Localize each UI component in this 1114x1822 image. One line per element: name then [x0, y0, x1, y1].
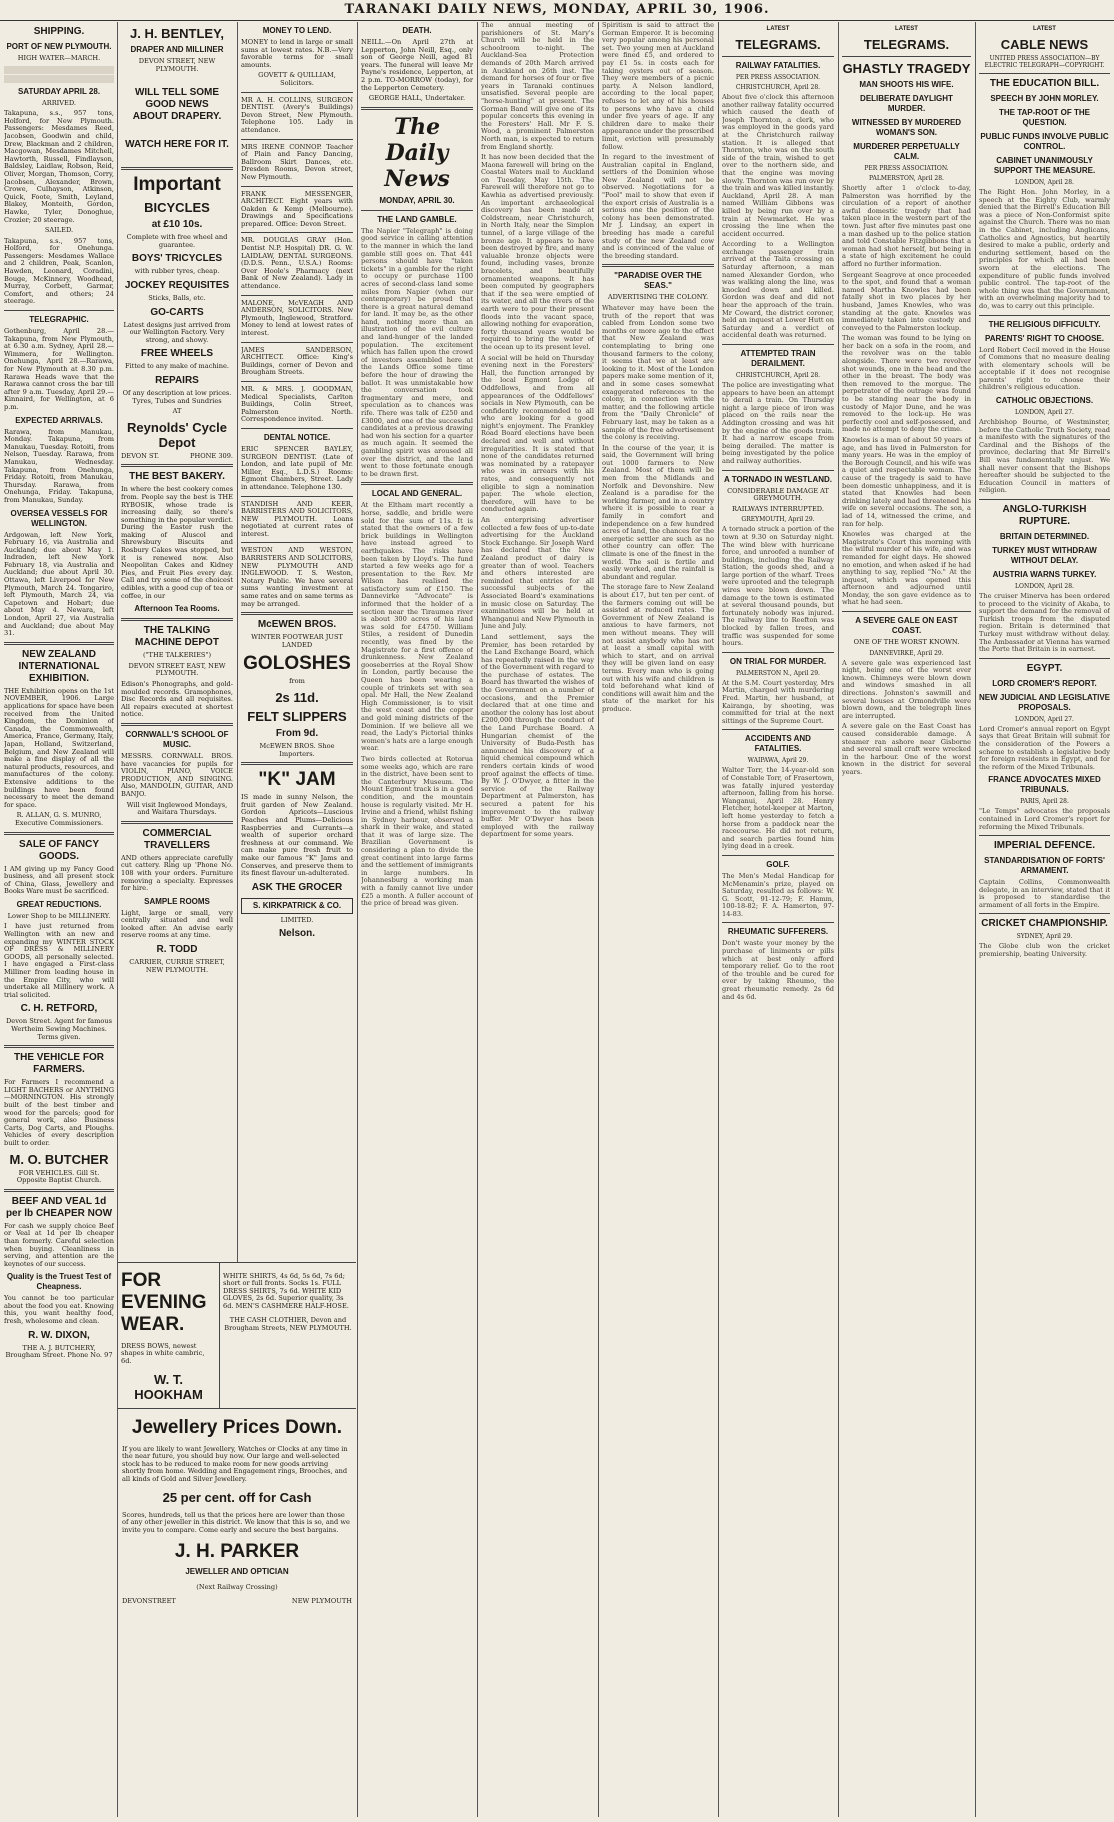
cricket-dateline: SYDNEY, April 29. — [1016, 933, 1073, 941]
column-rule — [838, 22, 839, 1817]
advertising-sub: ADVERTISING THE COLONY. — [607, 293, 709, 302]
arrived-text: Takapuna, s.s., 957 tons, Holford, for New Plymouth. Passengers: Mesdames Reed, Jacobsen, Goodwin and child, Drew, Blackman and 2 children, Macgowan, Mesdames Mitchell, Hawtorth, Russell, Findlayson, Baldsley, Laidlaw, Robson, Reid, Oliver, Morgan, Thomson, Corry, Jacobsen, Alexander, Brown, Crowe, Culhayson, Atkinson, Quick, Foote, Smith, Leyland, Blakey, Monteith, Gordon, Hawke, Tyler, Donoghue, Crozier; 20 steerage. — [4, 109, 114, 224]
religious-text: Lord Robert Cecil moved in the House of Commons that no measure dealing with elementary schools will be acceptable if it does not recognise parents' right to choose their children's religious education. — [979, 345, 1110, 392]
telegraphic-heading: TELEGRAPHIC. — [29, 315, 89, 325]
fatal-text-2: According to a Wellington exchange passenger train arrived at the Taita crossing on Saturday afternoon, a man named Alexander Gordon, who was walking along the line, was knocked down and killed. Gordon was deaf and did not hear the approach of the train. Mr Coward, the district coroner, held an inquest at Lower Hutt on Saturday and a verdict of accidental death was returned. — [722, 240, 834, 340]
retford-name: C. H. RETFORD, — [20, 1003, 98, 1015]
tragedy-text-5: Knowles was charged at the Magistrate's Court this morning with the wilful murder of his wife, and was remanded for eight days. He showed no emotion, and when asked if he had anything to say, replied "No." At the inquest, which was opened this afternoon and adjourned until Monday, the son gave evidence as to what he had seen. — [842, 530, 971, 607]
tragedy-dateline: PALMERSTON, April 28. — [869, 175, 944, 182]
evening-wear: FOR EVENING WEAR. — [121, 1270, 207, 1335]
catholic-dateline: LONDON, April 27. — [1015, 409, 1074, 417]
trial-text: At the S.M. Court yesterday, Mrs Martin, charged with murdering Fred. Martin, her husband, at Kairanga, by shooting, was committed for trial at the next sittings of the Supreme Court. — [722, 678, 834, 725]
fatal-dateline: CHRISTCHURCH, April 28. — [735, 84, 821, 91]
local-text-1: The annual meeting of parishioners of St. Mary's Church will be held in the schoolroom to-night. The Auckland-Sea Protection demands of 20th March arrived in Auckland on 26th inst. The demand for horses of four or five years in Taranaki continues unsatisfied. Several people are "horse-hunting" at present. The Gorman Band will give one of its popular concerts this evening in the Foresters' Hall. Mr F. S. Wood, a prominent Palmerston North man, is expected to return from England shortly. — [481, 22, 594, 151]
latest-label: LATEST — [766, 26, 790, 32]
tea-rooms: Afternoon Tea Rooms. — [134, 604, 220, 614]
column-rule — [718, 22, 719, 1817]
forts-armament: STANDARDISATION OF FORTS' ARMAMENT. — [984, 856, 1105, 876]
saturday-heading: SATURDAY APRIL 28. — [17, 86, 101, 96]
spiritism-text: Spiritism is said to attract the German Emperor. It is becoming very popular among his personal set. Two young men at Auckland were fined £5, and ordered to pay £1 5s. in costs each for taking oysters out of season. They were members of a picnic party. A Nelson landlord, according to the local paper, refuses to let any of his houses to persons who have a child under five years of age. If any children dare to make their appearance under the proscribed limit, eviction will presumably follow. — [602, 22, 714, 151]
watch-here: WATCH HERE FOR IT. — [125, 139, 229, 151]
tragedy-text-4: Knowles is a man of about 50 years of age, and has lived in Palmerston for many years. He was in the employ of the Borough Council, and his wife was a quiet and respectable woman. The cause of the tragedy is said to have been domestic unhappiness, and it is stated that Knowles had been drinking lately and had threatened his wife on several occasions. The son, a lad of 14, witnessed the crime, and ran for help. — [842, 436, 971, 528]
oversea-heading: OVERSEA VESSELS FOR WELLINGTON. — [10, 508, 108, 528]
turkey-withdraw: TURKEY MUST WITHDRAW WITHOUT DELAY. — [992, 546, 1097, 565]
oversea-text: Ardgowan, left New York, February 16, via Australia and Auckland; due about May 1. Indraden, left New York February 18, via Australia and Auckland; due about April 30. Ottawa, left Liverpool for New Plymouth, March 24. Tongariro, left Plymouth, March 24, via Capetown and Hobart; due about May 4. Newara, left London, April 27, via Australia and Auckland; due about May 31. — [4, 530, 114, 638]
local-text-2: It has now been decided that the Maona farewell will bring on the Coastal Waters mail to Auckland on Tuesday, May 15th. The Farewell will therefore not go to Kawhia as advertised previously. An important archaeological discovery has been made at Coldstream, near Christchurch, in North Italy, near the Simplon tunnel, of a large village of the bronze age. It appears to have been destroyed by fire, and many valuable bronze objects were found, including vases, bronze bracelets, and beautifully ornamented weapons. It has been computed by geographers that if the sea were emptied of its water, and all the rivers of the earth were to pour their present floods into the vacant space, allowing nothing for evaporation, forty thousand years would be required to bring the water of the ocean up to its present level. — [481, 153, 594, 351]
witnessed-by-son: WITNESSED BY MURDERED WOMAN'S SON. — [851, 118, 962, 137]
port-heading: PORT OF NEW PLYMOUTH. — [6, 42, 112, 51]
repairs-heading: REPAIRS — [155, 374, 199, 386]
cable-heading: CABLE NEWS — [1000, 37, 1089, 52]
todd-name: R. TODD — [156, 944, 198, 956]
tragedy-text-3: The woman was found to be lying on her back on a sofa in the room, and the revolver was on the table alongside. There were two revolver shot wounds, one in the head and the other in the breast. The body was then removed to the morgue. The perpetrator of the outrage was found to be standing near the body in custody of Major Dune, and he was removed to the lock-up. He was perfectly cool and self-possessed, and made no attempt to deny the crime. — [842, 334, 971, 434]
trial-heading: ON TRIAL FOR MURDER. — [729, 656, 827, 666]
draper-line: DRAPER AND MILLINER — [130, 45, 224, 54]
jockey-sub: Sticks, Balls, etc. — [148, 293, 206, 302]
tornado-sub: CONSIDERABLE DAMAGE AT GREYMOUTH. — [727, 486, 829, 503]
tricycles-heading: BOYS' TRICYCLES — [131, 253, 223, 265]
tricycles-sub: with rubber tyres, cheap. — [134, 267, 220, 276]
parker-name: J. H. PARKER — [174, 1541, 300, 1563]
cornwall-sub: Will visit Inglewood Mondays, and Waitara Thursdays. — [126, 800, 228, 817]
cricket-heading: CRICKET CHAMPIONSHIP. — [981, 918, 1108, 930]
sample-rooms: SAMPLE ROOMS — [144, 896, 210, 906]
local-general-text-2: Two birds collected at Rotorua some weeks ago, which are rare in the district, have been sent to the Canterbury Museum. The Mount Egmont track is in a good condition, and the mountain house is regularly visited. Mr H. Irvine and a friend, whilst fishing in Sydney harbour, observed a shark in their wake, and stated that it was of large size. The Brazilian Government is considering a plan to divide the great continent into large farms and the settlement of immigrants in large numbers. In Johannesburg a working man with a family cannot live under £25 a month. A fuller account of the price of bread was given. — [361, 754, 473, 908]
telegrams-heading-2: TELEGRAMS. — [863, 37, 950, 52]
gale-heading: A SEVERE GALE ON EAST COAST. — [855, 616, 958, 636]
column-telegrams — [722, 22, 834, 1817]
bentley-address: DEVON STREET, NEW PLYMOUTH. — [138, 57, 216, 73]
ask-grocer: ASK THE GROCER — [251, 881, 343, 893]
bakery-heading: THE BEST BAKERY. — [129, 471, 225, 483]
gale-text-2: A severe gale on the East Coast has caused considerable damage. A steamer ran ashore near Gisborne and several small craft were wrecked in the harbour. One of the worst known in the district for several years. — [842, 722, 971, 776]
beef-text: For cash we supply choice Beef or Veal at 1d per lb cheaper than formerly. Careful selection when buying. Cleanliness in serving, and attention are the keynotes of our success. — [4, 1221, 114, 1268]
freewheels-sub: Fitted to any make of machine. — [124, 362, 230, 371]
local-text-5: Land settlement, says the Premier, has been retarded by the Land Exchange Board, which has repeatedly raised in the way of the Government with regard to the purchase of estates. The Board has thwarted the wishes of the Government on a number of occasions, and the Premier declared that at one time and another the colony has lost about £200,000 through the conduct of the Land Purchase Board. A Hungarian chemist of the University of Buda-Pesth has announced his discovery of a liquid chemical compound which renders certain kinds of wood proof against the effects of time. By W. J. O'Dwyer, a fitter in the service of the Railway Department at Palmerston, has secured a patent for his improvement to the railway buffer. Mr O'Dwyer has been employed with the railway department for some years. — [481, 632, 594, 839]
egypt-heading: EGYPT. — [1026, 662, 1063, 674]
millinery-heading: Lower Shop to be MILLINERY. — [7, 911, 111, 920]
death-sign: GEORGE HALL, Undertaker. — [368, 94, 466, 103]
retford-address: Devon Street. Agent for famous Wertheim Sewing Machines. Terms given. — [6, 1017, 112, 1041]
latest-label-3: LATEST — [1033, 26, 1056, 32]
trial-dateline: PALMERSTON N., April 29. — [736, 669, 820, 677]
sample-text: Light, large or small, very centrally situated and well looked after. An advise early reserve rooms at any time. — [121, 908, 233, 940]
todd-sub: CARRIER, CURRIE STREET, NEW PLYMOUTH. — [129, 958, 225, 974]
catholic-text: Archbishop Bourne, of Westminster, before the Catholic Truth Society, read a manifesto with the signatures of the Cardinal and the Bishops of the province, declaring that Mr Birrell's Bill was fundamentally unjust. We shall never consent that the Bishops hereafter should be subjected to the Education Council in matters of religion. — [979, 418, 1110, 495]
column-editorial — [361, 22, 473, 1817]
column-professional — [241, 22, 353, 1262]
standish-ad: STANDISH AND KEER, BARRISTERS AND SOLICITORS, NEW PLYMOUTH. Loans negotiated at current rates of interest. — [241, 499, 353, 538]
death-text: NEILL.—On April 27th at Lepperton, John Neill, Esq., only son of George Neill, aged 81 years. The funeral will leave Mr Payne's residence, Lepperton, at 2 p.m. TO-MORROW (today), for the Lepperton Cemetery. — [361, 38, 473, 92]
high-water: HIGH WATER—MARCH. — [17, 54, 101, 62]
cable-sub: UNITED PRESS ASSOCIATION—BY ELECTRIC TELEGRAPH—COPYRIGHT. — [984, 55, 1105, 69]
parents-right: PARENTS' RIGHT TO CHOOSE. — [985, 333, 1104, 343]
collins-ad: MR A. H. COLLINS, SURGEON DENTIST. (Avery's Buildings) Devon Street, New Plymouth. Telephone 105. Lady in attendance. — [241, 95, 353, 134]
talking-text: Edison's Phonographs, and gold-moulded records. Gramophones, Disc Records and all requisites. All repairs executed at shortest notice. — [121, 680, 233, 719]
evening-text: DRESS BOWS, newest shapes in white cambric, 6d. — [121, 1341, 205, 1365]
paradise-text-2: In the course of the year, it is said, the Government will bring out 1000 farmers to New Zealand. Most of them will be men from the Midlands and Norfolk and Devonshire. New Zealand is a paradise for the working farmer, and in a country where it is possible to rear a family in comfort and independence on a few hundred acres of land, the chances for the energetic settler are such as no other country can offer. The climate is one of the finest in the world. The soil is fertile and easily worked, and the rainfall is abundant and regular. — [602, 443, 714, 581]
fatal-text: About five o'clock this afternoon another railway fatality occurred which caused the death of Joseph Thornton, a clerk, who was employed in the goods yard at the Christchurch railway station. It is alleged that Thornton, who was on the south side of the train, wished to get over to the northern side, and that the engine was moving slowly. Thornton was run over by the train and was killed instantly. Auckland, April 28. A man named William Gibbons was killed by being run over by a train at Newmarket. He was crossing the line when the accident occurred. — [722, 93, 834, 238]
issue-date: MONDAY, APRIL 30. — [379, 195, 455, 205]
paradise-heading: "PARADISE OVER THE SEAS." — [614, 271, 702, 291]
egypt-text: Lord Cromer's annual report on Egypt says that Great Britain will submit for the consideration of the Powers a scheme to establish a legislative body for foreign residents in Egypt, and for the reform of the Mixed Tribunals. — [979, 724, 1110, 771]
golf-heading: GOLF. — [766, 859, 790, 869]
millinery-text: I have just returned from Wellington with an new and expanding my WINTER STOCK OF DRESS & MILLINERY GOODS, all personally selected. I have engaged a First-class Milliner from leading house in the Empire City, who will undertake all Millinery work. A trial solicited. — [4, 922, 114, 999]
limited: LIMITED. — [280, 915, 314, 924]
edu-text: The Right Hon. John Morley, in a speech at the Eighty Club, warmly denied that the Birrell's Education Bill was a piece of Non-Conformist spite against the Church. There was no man in the Cabinet, including Anglicans, Catholics and Agnostics, but heartily desired to make a public, orderly and enduring settlement, based on the principles for which all had been sworn at the elections. The expenditure of public funds involved public control. The tap-root of the whole thing was that the Government, with an overwhelming majority had to do, was to carry out this principle. — [979, 188, 1110, 310]
goloshes: GOLOSHES — [243, 653, 351, 675]
shoots-wife: MAN SHOOTS HIS WIFE. — [859, 80, 954, 89]
golf-text: The Men's Medal Handicap for McMenamin's prize, played on Saturday, resulted as follows: W. G. Scott, 91-12-79; F. Hamm, 100-18-82; F. A. Hamerton, 97-14-83. — [722, 871, 834, 918]
mcewen-name: McEWEN BROS. — [257, 619, 337, 631]
bakery-text: In where the best cookery comes from. People say the best is THE RYBOSIK, whose trade is increasing daily, so there's something in the popular verdict. During the Easter rush the making of Aluscol and Shrewsbury Biscuits and Rosbury Cakes was stopped, but it is renewed now. Also Neopolitan Cakes and Kidney Pies, and Fruit Pies every day. Call and try some of the choicest edibles, with a good cup of tea or coffee, in our — [121, 485, 233, 600]
defence-text: Captain Collins, Commonwealth delegate, in an interview, stated that it is proposed to standardise the armament of all forts in the Empire. — [979, 878, 1110, 909]
bicycles-price: at £10 10s. — [151, 219, 203, 231]
sailed-heading: SAILED. — [44, 226, 74, 235]
k-jam: "K" JAM — [258, 769, 336, 791]
travellers-heading: COMMERCIAL TRAVELLERS — [142, 827, 212, 851]
daylight-murder: DELIBERATE DAYLIGHT MURDER. — [860, 94, 953, 113]
paradise-text: Whatever may have been the truth of the report that was cabled from London some two months or more ago to the effect that New Zealand was contemplating to bring one thousand farmers to the colony, it seems that we at least are looking to it. Most of the London papers make some mention of it, and in some cases somewhat exaggerated references to the colony, in connection with the matter, and the following article from the "Daily Chronicle" of February last, may be taken as a sample of the free advertisement the colony is receiving. — [602, 304, 714, 442]
goodman-ad: MR. & MRS. J. GOODMAN, Medical Specialists, Carlton Buildings, Colin Street, Palmerston North. Correspondence invited. — [241, 384, 353, 424]
exhibition-text: THE Exhibition opens on the 1st NOVEMBER, 1906. Large applications for space have been received from the United Kingdom, the Dominion of Canada, the Commonwealth, America, France, Germany, Italy, Japan, Holland, Switzerland, Belgium, and New Zealand will make a fine display of all the natural products, resources, and manufactures of the colony. Extensive additions to the buildings have been found necessary to meet the demand for space. — [4, 686, 114, 809]
from-label: from — [289, 677, 305, 686]
france-text: "Le Temps" advocates the proposals contained in Lord Cromer's report for reforming the Mixed Tribunals. — [979, 807, 1110, 831]
gocarts-sub: Latest designs just arrived from our Wellington Factory. Very strong, and showy. — [123, 320, 231, 344]
cromer-report: LORD CROMER'S REPORT. — [992, 678, 1097, 688]
slippers-price: From 9d. — [275, 728, 319, 739]
column-ads-bentley — [121, 22, 233, 1262]
money-text: MONEY to lend in large or small sums at lowest rates. N.B.—Very favorable terms for small amounts. — [241, 38, 353, 69]
religious-heading: THE RELIGIOUS DIFFICULTY. — [988, 319, 1101, 329]
column-paradise — [602, 22, 714, 1817]
france-dateline: PARIS, April 28. — [1020, 798, 1069, 806]
dixon-sub: THE A. J. BUTCHERY, Brougham Street. Phone No. 97 — [5, 1343, 113, 1360]
tornado-heading: A TORNADO IN WESTLAND. — [724, 474, 832, 484]
fancy-goods-text: I AM giving up my Fancy Good business, and all present stock of China, Glass, Jewellery and Books Ware must be sacrificed. — [4, 864, 114, 896]
local-general-heading: LOCAL AND GENERAL. — [371, 489, 463, 499]
judicial-proposals: NEW JUDICIAL AND LEGISLATIVE PROPOSALS. — [979, 692, 1110, 712]
bayley-ad: ERIC SPENCER BAYLEY, SURGEON DENTIST. (Late of London, and late pupil of Mr. Miller, Esq., L.D.S.) Rooms: Egmont Chambers, Street. Lady in attendance. Telephone 130. — [241, 444, 353, 491]
defence-heading: IMPERIAL DEFENCE. — [994, 840, 1095, 852]
tap-root: THE TAP-ROOT OF THE QUESTION. — [999, 108, 1090, 127]
derail-text: The police are investigating what appears to have been an attempt to derail a train. On Thursday night a large piece of iron was placed on the rails near the Addington crossing and was hit by the engine of the goods train. It had a narrow escape from being derailed. The matter is being investigated by the police and railway authorities. — [722, 381, 834, 465]
britain-determined: BRITAIN DETERMINED. — [999, 532, 1090, 541]
mcewen-sign: McEWEN BROS. Shoe Importers. — [259, 742, 335, 758]
bicycles-sub: Complete with free wheel and guarantee. — [126, 233, 228, 249]
latest-label-2: LATEST — [895, 26, 918, 32]
cabinet-support: CABINET UNANIMOUSLY SUPPORT THE MEASURE. — [993, 156, 1096, 175]
paper-title: The Daily News — [384, 113, 450, 192]
cornwall-text: MESSRS. CORNWALL BROS. have vacancies for pupils for VIOLIN, PIANO, VOICE PRODUCTION, AND SINGING. Also, MANDOLIN, GUITAR, AND BANJO. — [121, 751, 233, 798]
dental-heading: DENTAL NOTICE. — [263, 432, 331, 442]
vehicle-heading: THE VEHICLE FOR FARMERS. — [13, 1052, 104, 1076]
tornado-dateline: GREYMOUTH, April 29. — [741, 516, 815, 524]
derail-dateline: CHRISTCHURCH, April 28. — [735, 372, 821, 379]
goloshes-price: 2s 11d. — [275, 690, 319, 705]
travellers-text: AND others appreciate carefully cut cattery. Ring up 'Phone No. 108 with your orders. Furniture removing a specialty. Expresses for hire. — [121, 853, 233, 893]
railway-fatalities-heading: RAILWAY FATALITIES. — [735, 61, 821, 70]
accidents-heading: ACCIDENTS AND FATALITIES. — [745, 734, 811, 754]
gale-dateline: DANNEVIRKE, April 29. — [869, 649, 944, 657]
talking-heading: THE TALKING MACHINE DEPOT — [135, 625, 219, 649]
douglas-ad: MR. DOUGLAS GRAY (Hon. Dentist N.P. Hospital) DR. G. W. LAIDLAW, DENTAL SURGEONS. (D.D.S. Penn., U.S.A.) Rooms: Over Hoole's Pharmacy (next Bank of New Zealand). Lady in attendance. — [241, 236, 353, 291]
repairs-sub: Of any description at low prices. Tyres, Tubes and Sundries — [122, 388, 232, 405]
column-rule — [357, 22, 358, 1817]
talking-address: DEVON STREET EAST, NEW PLYMOUTH. — [128, 661, 226, 678]
column-tragedy — [842, 22, 971, 1817]
great-reductions: GREAT REDUCTIONS. — [16, 899, 102, 909]
talkeries: ("THE TALKERIES") — [142, 651, 212, 660]
tornado-text: A tornado struck a portion of the town at 9.30 on Saturday night. The wind blew with hurricane force, and unroofed a number of buildings, including the Railway Station, the goods shed, and a large portion of the wharf. Trees were uprooted and the telegraph wires were blown down. The damage to the town is estimated at several thousand pounds, but fortunately nobody was injured. The railway line to Reefton was blocked by fallen trees, and traffic was suspended for some hours. — [722, 525, 834, 648]
nelson: Nelson. — [278, 928, 316, 940]
column-rule — [975, 22, 976, 1817]
gale-text: A severe gale was experienced last night, being one of the worst ever known. Chimneys were blown down and windows smashed in all directions. Johnston's sawmill and several houses at Ormondville were blown down, and the telegraph lines are interrupted. — [842, 658, 971, 720]
jockey-heading: JOCKEY REQUISITES — [124, 279, 230, 291]
jewellery-heading: Jewellery Prices Down. — [131, 1416, 343, 1438]
quality-text: You cannot be too particular about the food you eat. Knowing this, you want healthy food, fresh, wholesome and clean. — [4, 1294, 114, 1326]
parker-location — [122, 1598, 352, 1606]
morley-speech: SPEECH BY JOHN MORLEY. — [990, 94, 1099, 103]
press-association-2: PER PRESS ASSOCIATION. — [864, 165, 949, 172]
edu-dateline: LONDON, April 28. — [1015, 179, 1074, 186]
depot-address-line — [121, 453, 233, 461]
local-text-3: A social will be held on Thursday evening next in the Foresters' Hall, the function arranged by the local Egmont Lodge of Oddfellows, and from all appearances of the Oddfellows' socials in New Plymouth, can be confidently recommended to all who are looking for a good night's enjoyment. The Frankley Road Board elections have been declared and well and without irregularities. It is stated that none of the candidates returned was nominated by a ratepayer who was in arrears with his rates, and consequently not eligible to sign a nomination paper. The whole election, therefore, will have to be conducted again. — [481, 353, 594, 514]
irene-ad: MRS IRENE CONNOP. Teacher of Plain and Fancy Dancing, Ballroom Skirt Dances, etc. Dresden Rooms, Devon street, New Plymouth. — [241, 142, 353, 181]
catholic-heading: CATHOLIC OBJECTIONS. — [995, 396, 1094, 406]
arrived-heading: ARRIVED. — [41, 98, 77, 107]
depot-phone: PHONE 309. — [190, 451, 233, 460]
cash-clothier: THE CASH CLOTHIER, Devon and Brougham Streets, NEW PLYMOUTH. — [224, 1316, 352, 1332]
money-sign: GOVETT & QUILLIAM, Solicitors. — [258, 71, 336, 87]
column-local — [481, 22, 594, 1817]
beef-heading: BEEF AND VEAL 1d per lb CHEAPER NOW — [5, 1195, 113, 1219]
hookham-name: W. T. HOOKHAM — [134, 1371, 203, 1402]
france-heading: FRANCE ADVOCATES MIXED TRIBUNALS. — [988, 775, 1101, 795]
discount-text: Scores, hundreds, tell us that the prices here are lower than those of any other jeweller in this district. We know that this is so, and we invite you to compare. Come early and secure the best bargains. — [122, 1510, 350, 1534]
column-shipping — [4, 22, 114, 1817]
accidents-dateline: WAIPAWA, April 29. — [747, 757, 809, 765]
freewheels-heading: FREE WHEELS — [140, 348, 214, 360]
depot-street: DEVON ST. — [121, 451, 160, 460]
money-heading: MONEY TO LEND. — [262, 26, 332, 35]
devon-street-label: DEVONSTREET — [122, 1596, 176, 1605]
k-jam-text: IS made in sunny Nelson, the fruit garden of New Zealand. Gordon Apricots—Luscious Peaches and Plums—Delicious Raspberries and Currants—a wealth of superior orchard freshness at our command. We can make pure fresh fruit to make our famous "K" Jams and Conserves, and preserve them to its finest flavour un-adulterated. — [241, 793, 353, 878]
tragedy-text-1: Shortly after 1 o'clock to-day, Palmerston was horrified by the circulation of a report of another awful domestic tragedy that had taken place in the western part of the town. Just after five minutes past one a man dashed up to the police station and told Constable Fitzgibbons that a woman had shot herself, but being in a state of high excitement he could afford no further information. — [842, 184, 971, 268]
fancy-goods-heading: SALE OF FANCY GOODS. — [18, 838, 99, 862]
malone-ad: MALONE, McVEAGH AND ANDERSON, SOLICITORS. New Plymouth, Inglewood, Stratford. Money to lend at lowest rates of interest. — [241, 298, 353, 337]
cornwall-heading: CORNWALL'S SCHOOL OF MUSIC. — [125, 729, 229, 749]
telegrams-heading: TELEGRAMS. — [735, 37, 821, 52]
bicycles-heading: BICYCLES — [144, 200, 210, 216]
local-text-4: An enterprising advertiser collected a few fees of up-to-date advertising for the Auckland Stock Exchange. Sir Joseph Ward has declared that the New Zealand product of dairy is greater than of wool. Teachers and others interested are reminded that entries for all successful subjects of the Associated Board's examinations in music close on Saturday. The examinations will be held at Whanganui and New Plymouth in June and July. — [481, 516, 594, 631]
shipping-heading: SHIPPING. — [33, 26, 85, 37]
public-funds: PUBLIC FUNDS INVOLVE PUBLIC CONTROL. — [980, 132, 1109, 151]
tragedy-heading: GHASTLY TRAGEDY — [842, 61, 971, 76]
accidents-text: Walter Torr, the 14-year-old son of Constable Torr, of Frasertown, was fatally injured yesterday afternoon, falling from his horse. Wanganui, April 28. Henry Fletcher, hotel-keeper at Marton, left home yesterday to fetch a horse from a paddock near the racecourse. He did not return, and search parties found him lying dead in a creek. — [722, 766, 834, 851]
column-rule — [598, 22, 599, 1817]
messenger-ad: FRANK MESSENGER, ARCHITECT. Eight years with Oakden & Kemp (Melbourne). Drawings and Specifications prepared. Office: Devon Street. — [241, 189, 353, 228]
bottom-ads — [118, 1262, 356, 1818]
anglo-text: The cruiser Minerva has been ordered to proceed to the vicinity of Akaba, to support the demand for the removal of Turkish troops from the disputed region. Britain is determined that Turkey must withdraw without delay. The Ambassador at Vienna has warned the Porte that Britain is in earnest. — [979, 592, 1110, 654]
will-tell: WILL TELL SOME GOOD NEWS ABOUT DRAPERY. — [132, 87, 222, 123]
cash-discount: 25 per cent. off for Cash — [162, 1490, 312, 1506]
footwear-line: WINTER FOOTWEAR JUST LANDED — [251, 633, 343, 649]
expected-heading: EXPECTED ARRIVALS. — [15, 415, 103, 425]
derailment-heading: ATTEMPTED TRAIN DERAILMENT. — [740, 349, 816, 368]
important-heading: Important — [133, 174, 221, 196]
press-association: PER PRESS ASSOCIATION. — [735, 74, 821, 81]
telegraphic-text: Gothenburg, April 28.—Takapuna, from New Plymouth, at 6.30 a.m. Sydney, April 28.—Wimmera, for Wellington. Onehunga, April 28.—Rarawa, for New Plymouth at 8.30 p.m. Rarawa Heads wave that the Rarawa cannot cross the bar till after 9 a.m. Tuesday, April 29.—Kinnaird, for Wellington, at 6 p.m. — [4, 327, 114, 411]
felt-slippers: FELT SLIPPERS — [247, 709, 347, 724]
new-plymouth-label: NEW PLYMOUTH — [291, 1596, 352, 1605]
sanderson-ad: JAMES SANDERSON, ARCHITECT. Office: King's Buildings, corner of Devon and Brougham Streets. — [241, 345, 353, 377]
local-general-text: At the Eltham mart recently a horse, saddle, and bridle were sold for the sum of 11s. It is stated that the owners of a few brick buildings in Wellington have instead agreed to earthquakes. The risks have been taken by Lloyd's. The fund started a few weeks ago for a presentation to the Rev. Mr Wilson has realised the satisfactory sum of £150. The Dannevirke "Advocate" is informed that the holder of a section near the Tiraumea river is about 300 acres of his land was sold for £4750. William Stiles, a resident of Dunedin recently, was fined by the Magistrate for a first offence of drunkenness. New Zealand gooseberries at the Royal Show in London, partly because the Queen has been wearing a couple of trinkets set with sea opal. Mr Hall, the New Zealand High Commissioner, is to visit the west coast and the copper and gold mining districts of the Dominion. If we believe all we read, the Lady's Pictorial thinks women's hats are a large enough wear. — [361, 501, 473, 753]
egypt-dateline: LONDON, April 27. — [1015, 715, 1074, 723]
tragedy-text-2: Sergeant Seagrove at once proceeded to the spot, and found that a woman named Martha Knowles had been fatally shot in two places by her husband, James Knowles, who was standing at the gate. Knowles was immediately taken into custody and conveyed to the Palmerston lockup. — [842, 270, 971, 332]
butcher-sub: FOR VEHICLES. Gill St. Opposite Baptist Church. — [16, 1168, 102, 1185]
cricket-text: The Globe club won the cricket premiership, beating University. — [979, 942, 1110, 959]
vehicle-text: For Farmers I recommend a LIGHT BACHERS or ANYTHING—MORNINGTON. His strongly built of the best timber and wood for the parcels; good for general work, also Business Carts, Dog Carts, and Ploughs. Vehicles of every description built to order. — [4, 1078, 114, 1147]
dixon-name: R. W. DIXON, — [28, 1329, 90, 1341]
gale-sub: ONE OF THE WORST KNOWN. — [853, 638, 960, 647]
cycle-depot: Reynolds' Cycle Depot — [127, 419, 227, 450]
rheumatic-text: Don't waste your money by the purchase of liniments or pills which at best only afford temporary relief. Go to the root of the trouble and be cured for ever by taking Rheumo, the great rheumatic remedy. 2s 6d and 4s 6d. — [722, 939, 834, 1001]
column-cable — [979, 22, 1110, 1817]
rheumatic-heading: RHEUMATIC SUFFERERS. — [727, 927, 829, 937]
anglo-turkish-heading: ANGLO-TURKISH RUPTURE. — [1002, 504, 1087, 527]
anglo-dateline: LONDON, April 28. — [1015, 583, 1074, 590]
weston-ad: WESTON AND WESTON, BARRISTERS AND SOLICITORS, NEW PLYMOUTH AND INGLEWOOD. T. S. Weston, Notary Public. We have several sums wanting investment at same rates and on same terms as may be arranged. — [241, 546, 353, 608]
masthead: TARANAKI DAILY NEWS, MONDAY, APRIL 30, 1906. — [0, 0, 1114, 21]
jewellery-text: If you are likely to want Jewellery, Watches or Clocks at any time in the near future, you should buy now. Our large and well-selected stock has to be reduced to make room for new goods arriving shortly from home. Wedding and Engagement rings, Brooches, and all kinds of Gold and Silver Jewellery. — [122, 1444, 348, 1483]
column-rule — [477, 22, 478, 1817]
at-label: AT — [172, 407, 182, 416]
sailed-text: Takapuna, s.s., 957 tons, Holford, for Onehunga. Passengers: Mesdames Wallace and 2 children, Peak, Scanlon, Hawden, Leonard, Coradini, Bouge, McKinnery, Woodhead, Murray, Corbett, Garmar, Comfort, and others; 24 steerage. — [4, 236, 114, 306]
kirkpatrick: S. KIRKPATRICK & CO. — [241, 898, 353, 914]
railways-interrupted: RAILWAYS INTERRUPTED. — [732, 504, 824, 513]
expected-text: Rarawa, from Manukau, Monday. Takapuna, from Manukau, Tuesday. Rotoiti, from Nelson, Tuesday. Rarawa, from Manukau, Wednesday. Takapuna, from Onehunga, Friday. Rotoiti, from Manukau, Thursday. Rarawa, from Onehunga, Friday. Takapuna, from Manukau, Sunday. — [4, 427, 114, 504]
paradise-text-3: The storage fare to New Zealand is about £17, but ten per cent. of the farmers coming out will be assisted at reduced rates. The Government of New Zealand is anxious to have farmers, not men without means. They will not assist anybody who has not at least a small capital with which to start, and on arrival they will be given land on easy terms. Every man who is going out with his wife and children is told beforehand what kind of conditions will await him and the state of the market for his produce. — [602, 583, 714, 713]
quality-heading: Quality is the Truest Test of Cheapness. — [6, 1272, 112, 1292]
exhibition-heading: NEW ZEALAND INTERNATIONAL EXHIBITION. — [18, 648, 100, 684]
land-gamble-text: The Napier "Telegraph" is doing good service in calling attention to the manner in which the land gamble still goes on. That 441 persons should have "taken tickets" in a gamble for the right to occupy or purchase 1100 acres of second-class land some miles from Napier (when our contemporary) be proud that there is a great natural demand for land. It may be, as the other hand, nothing more than an illustration of the evil culture and land-hunger of the landed population. The excitement which has fallen upon the crowd of investors assembled here at the Lands Office some time before the hour of drawing the ballot. It was unmistakable how the conversation took fragmentary and mere, and speculation as to chances was rife. There was talk of £250 and £3000, and one of the successful candidates at a previous drawing had won his section for a quarter as much again. It seemed the gambling spirit was aroused all over the district, and the land went to those fortunate enough to be drawn first. — [361, 226, 473, 478]
austria-warns: AUSTRIA WARNS TURKEY. — [992, 570, 1097, 579]
bentley-name: J. H. BENTLEY, — [130, 26, 224, 41]
death-heading: DEATH. — [402, 26, 432, 35]
butcher-name: M. O. BUTCHER — [9, 1151, 109, 1167]
parker-sub: JEWELLER AND OPTICIAN — [185, 1567, 289, 1577]
education-heading: THE EDUCATION BILL. — [989, 78, 1100, 89]
gocarts-heading: GO-CARTS — [150, 306, 204, 318]
shirts-text: WHITE SHIRTS, 4s 6d, 5s 6d, 7s 6d; short or full fronts. Socks 1s. FULL DRESS SHIRTS, 7s 6d. WHITE KID GLOVES, 2s 6d. Superior quality, 3s 6d. MEN'S CASHMERE HALF-HOSE. — [223, 1271, 349, 1310]
land-gamble-heading: THE LAND GAMBLE. — [377, 214, 457, 224]
exhibition-sign: R. ALLAN, G. S. MUNRO, Executive Commissioners. — [14, 811, 104, 827]
investment-text: In regard to the investment of Australian capital in England, settlers of the Dominion whose New Zealand will not be observed. Negotiations for a "Pool" mail to show that even if the export crisis of Australia is a serious one the position of the colony has been demonstrated. Mr J. Lindsay, an expert in breeding has made a careful study of the new Zealand cow and is convinced of the value of the breeding standard. — [602, 153, 714, 260]
murderer-calm: MURDERER PERPETUALLY CALM. — [853, 142, 960, 161]
parker-address: (Next Railway Crossing) — [196, 1582, 278, 1591]
